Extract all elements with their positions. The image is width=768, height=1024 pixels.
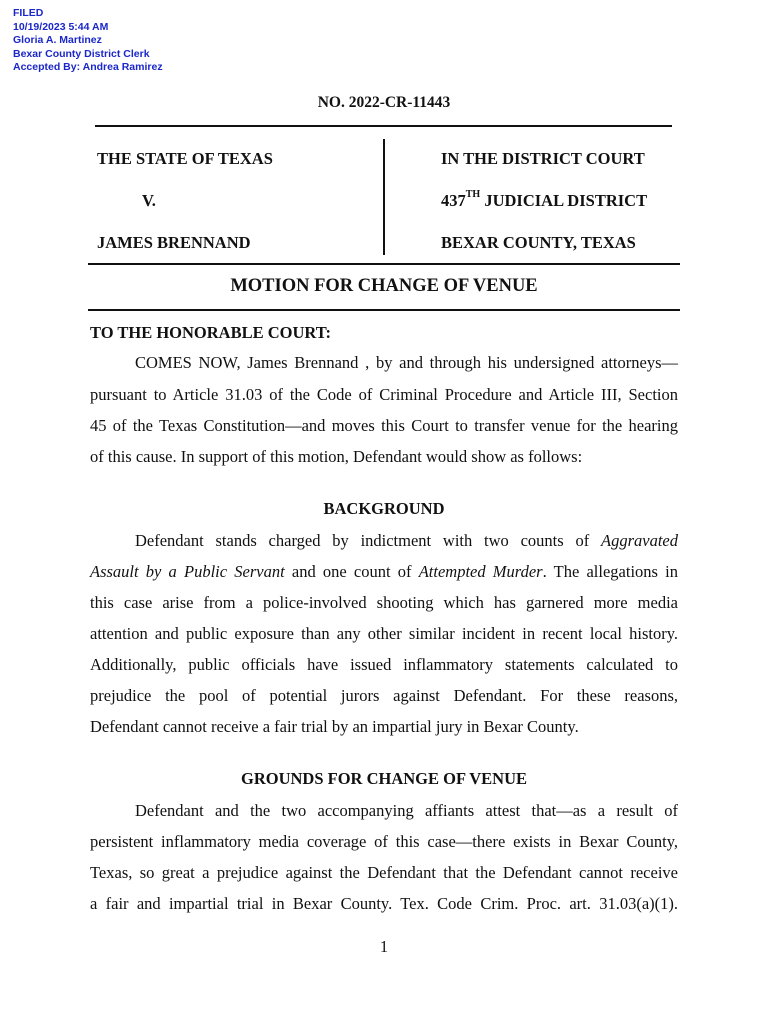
e-filing-stamp	[13, 7, 163, 75]
background-line: Additionally, public officials have issued inflammatory statements calculated to	[90, 655, 678, 674]
charge-attempted-murder: Attempted Murder	[418, 562, 543, 581]
grounds-line: Defendant and the two accompanying affiants attest that—as a result of	[135, 801, 678, 820]
stamp-datetime: 10/19/2023 5:44 AM	[13, 20, 109, 33]
motion-title: MOTION FOR CHANGE OF VENUE	[230, 276, 538, 296]
charge-assault: Assault by a Public Servant	[90, 562, 285, 581]
intro-line: COMES NOW, James Brennand , by and through his undersigned attorneys—	[135, 353, 678, 372]
background-text: and one count of	[284, 562, 419, 581]
caption-county: BEXAR COUNTY, TEXAS	[441, 233, 636, 252]
district-number: 437	[441, 191, 466, 210]
grounds-heading: GROUNDS FOR CHANGE OF VENUE	[240, 769, 528, 788]
title-bottom-rule	[88, 309, 680, 311]
caption-versus: V.	[142, 191, 156, 210]
stamp-clerk-name: Gloria A. Martinez	[13, 34, 102, 46]
intro-line: of this cause. In support of this motion, Defendant would show as follows:	[90, 447, 583, 466]
caption-divider	[383, 139, 385, 255]
background-line: Defendant cannot receive a fair trial by an impartial jury in Bexar County.	[90, 717, 579, 736]
charge-aggravated: Aggravated	[601, 531, 678, 550]
district-label: JUDICIAL DISTRICT	[480, 191, 648, 210]
title-top-rule	[88, 263, 680, 265]
caption-district	[441, 191, 647, 211]
background-line	[135, 531, 678, 551]
intro-line: 45 of the Texas Constitution—and moves this Court to transfer venue for the hearing	[90, 416, 678, 435]
stamp-clerk-title: Bexar County District Clerk	[13, 47, 150, 60]
cause-number: NO. 2022-CR-11443	[317, 94, 451, 111]
stamp-accepted-by: Accepted By: Andrea Ramirez	[13, 61, 163, 73]
caption-court: IN THE DISTRICT COURT	[441, 149, 645, 168]
background-line: attention and public exposure than any other similar incident in recent local history.	[90, 624, 678, 643]
page-number: 1	[379, 937, 389, 956]
salutation: TO THE HONORABLE COURT:	[90, 323, 332, 342]
grounds-line: a fair and impartial trial in Bexar County. Tex. Code Crim. Proc. art. 31.03(a)(1).	[90, 894, 678, 913]
stamp-status: FILED	[13, 7, 44, 19]
caption-plaintiff: THE STATE OF TEXAS	[97, 149, 273, 168]
caption-defendant: JAMES BRENNAND	[97, 233, 251, 252]
background-heading: BACKGROUND	[323, 499, 445, 518]
grounds-line: persistent inflammatory media coverage of this case—there exists in Bexar County,	[90, 832, 678, 851]
background-line: this case arise from a police-involved shooting which has garnered more media	[90, 593, 678, 612]
district-ordinal: TH	[465, 189, 481, 200]
background-text: Defendant stands charged by indictment with two counts of	[135, 531, 602, 550]
background-line: prejudice the pool of potential jurors against Defendant. For these reasons,	[90, 686, 678, 705]
caption-top-rule	[95, 125, 672, 127]
background-text: . The allegations in	[542, 562, 678, 581]
background-line	[90, 562, 678, 582]
grounds-line: Texas, so great a prejudice against the Defendant that the Defendant cannot receive	[90, 863, 678, 882]
intro-line: pursuant to Article 31.03 of the Code of Criminal Procedure and Article III, Section	[90, 385, 678, 404]
